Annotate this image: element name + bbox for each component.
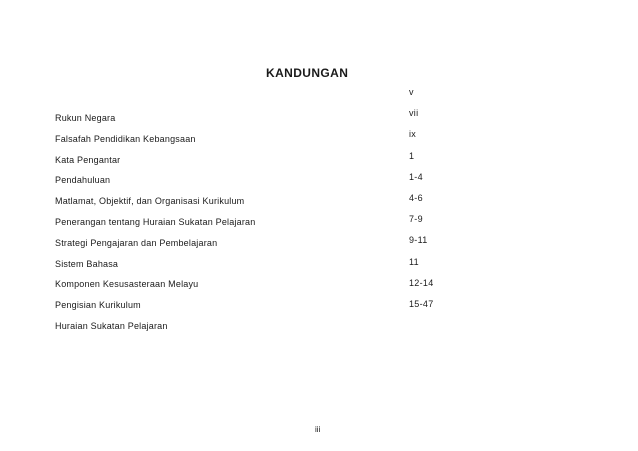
toc-entry: Matlamat, Objektif, dan Organisasi Kurikulum <box>55 196 245 207</box>
toc-page-ref: 1-4 <box>409 171 423 182</box>
toc-page-ref: 1 <box>409 150 415 161</box>
page-number: iii <box>315 425 321 434</box>
toc-entry: Sistem Bahasa <box>55 258 119 269</box>
toc-page-ref: 7-9 <box>409 214 423 225</box>
toc-page-ref: v <box>409 87 414 97</box>
toc-title: KANDUNGAN <box>266 66 349 80</box>
toc-page-ref: vii <box>409 108 419 119</box>
toc-entry: Strategi Pengajaran dan Pembelajaran <box>55 237 218 248</box>
toc-page-ref: 11 <box>409 256 419 267</box>
toc-entry-list <box>55 113 255 342</box>
toc-page-ref: 4-6 <box>409 192 423 203</box>
toc-page-ref: 9-11 <box>409 235 428 246</box>
toc-page-ref: 15-47 <box>409 298 434 309</box>
toc-page-ref: 12-14 <box>409 277 434 288</box>
toc-entry: Pendahuluan <box>55 175 111 186</box>
toc-entry: Rukun Negara <box>55 113 116 123</box>
toc-entry: Penerangan tentang Huraian Sukatan Pelajaran <box>55 216 256 227</box>
toc-entry: Falsafah Pendidikan Kebangsaan <box>55 133 196 144</box>
toc-entry: Pengisian Kurikulum <box>55 300 141 311</box>
toc-entry: Kata Pengantar <box>55 154 121 165</box>
toc-page-ref: ix <box>409 129 417 140</box>
toc-entry: Huraian Sukatan Pelajaran <box>55 320 168 331</box>
toc-entry: Komponen Kesusasteraan Melayu <box>55 279 199 290</box>
toc-page-ref-list <box>409 87 434 320</box>
